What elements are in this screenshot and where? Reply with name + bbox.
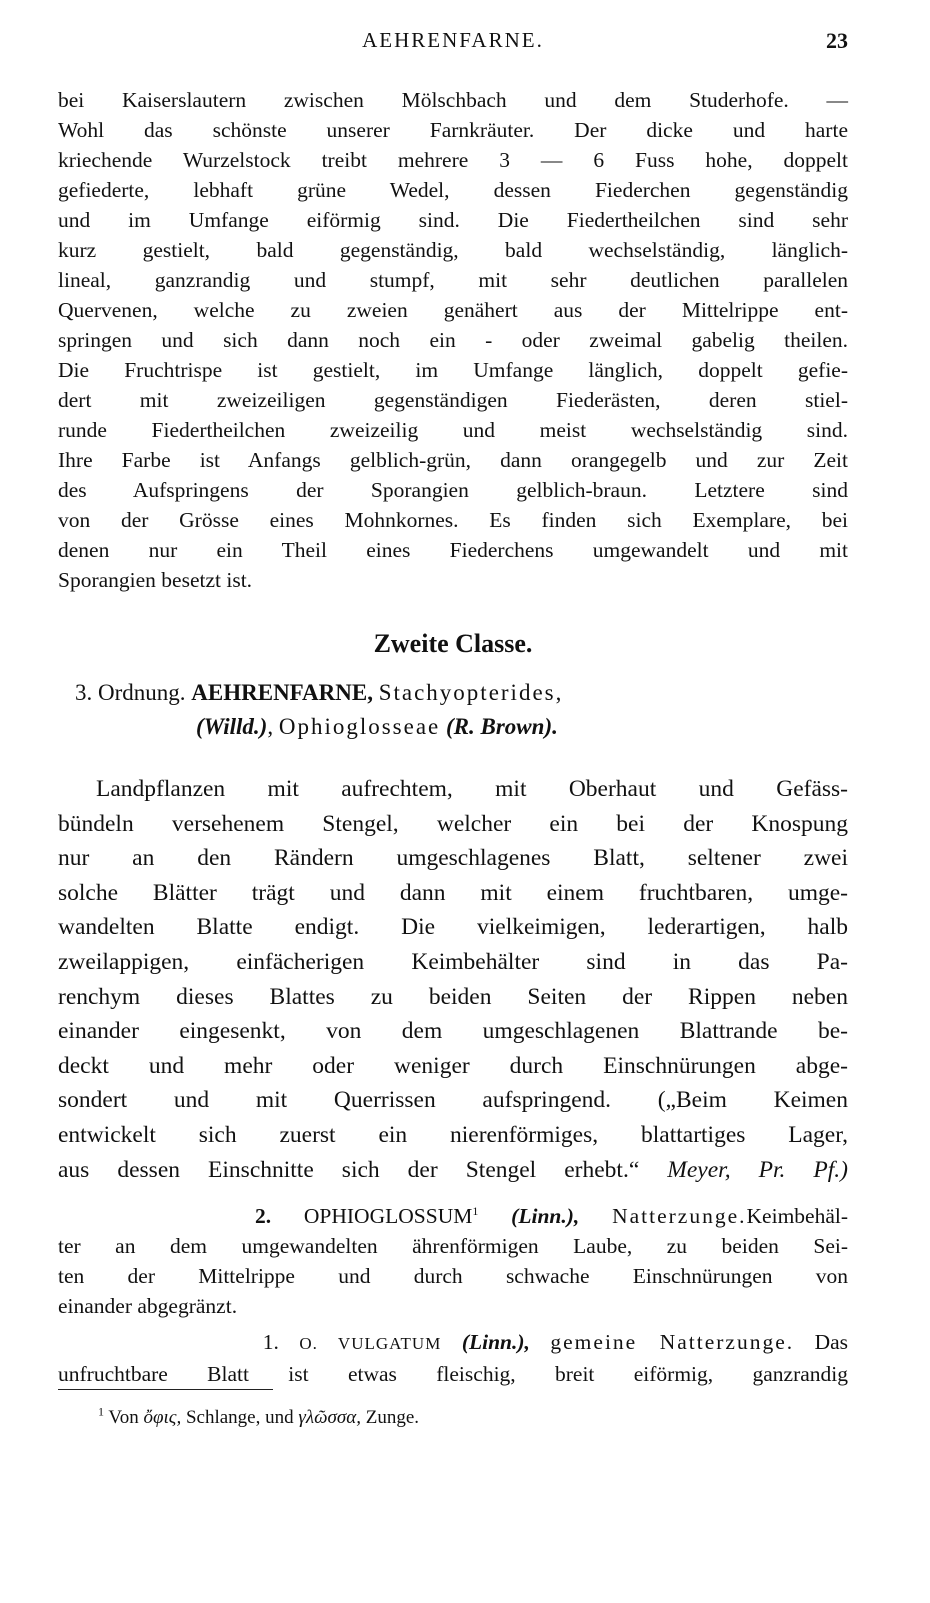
text-line: ten der Mittelrippe und durch schwache Einschnürungen von (58, 1264, 848, 1289)
text-line: Die Fruchtrispe ist gestielt, im Umfange länglich, doppelt gefie- (58, 358, 848, 382)
genus-authority: (Linn.), (511, 1204, 580, 1229)
text-line: zweilappigen, einfächerigen Keimbehälter sind in das Pa- (58, 948, 848, 975)
text-line: unfruchtbare Blatt ist etwas fleischig, breit eiförmig, ganzrandig (58, 1362, 848, 1387)
text-line: Landpflanzen mit aufrechtem, mit Oberhaut und Gefäss- (96, 776, 848, 802)
genus-entry (58, 1201, 848, 1321)
text-line: kurz gestielt, bald gegenständig, bald wechselständig, länglich- (58, 238, 848, 262)
text-line: renchym dieses Blattes zu beiden Seiten der Rippen neben (58, 983, 848, 1010)
text-line: und im Umfange eiförmig sind. Die Fiedertheilchen sind sehr (58, 208, 848, 232)
footnote-rule (58, 1389, 273, 1390)
text-line: des Aufspringens der Sporangien gelblich-braun. Letztere sind (58, 478, 848, 502)
text-line: Quervenen, welche zu zweien genähert aus der Mittelrippe ent- (58, 298, 848, 322)
text-line: deckt und mehr oder weniger durch Einschnürungen abge- (58, 1052, 848, 1079)
text-line-with-citation (58, 1153, 848, 1188)
species-name: O. VULGATUM (299, 1334, 442, 1354)
footnote (98, 1405, 419, 1431)
text-line: bündeln versehenem Stengel, welcher ein bei der Knospung (58, 810, 848, 837)
text-line: bei Kaiserslautern zwischen Mölschbach und dem Studerhofe. — (58, 88, 848, 112)
genus-number: 2. (254, 1204, 272, 1229)
text-line: solche Blätter trägt und dann mit einem fruchtbaren, umge- (58, 879, 848, 906)
text-line: ter an dem umgewandelten ährenförmigen Laube, zu beiden Sei- (58, 1234, 848, 1259)
text-line: einander abgegränzt. (58, 1294, 238, 1319)
species-description-start: Das (814, 1330, 849, 1355)
footnote-reference: 1 (472, 1203, 479, 1218)
running-title: AEHRENFARNE. (362, 28, 544, 52)
text-line: lineal, ganzrandig und stumpf, mit sehr deutlichen parallelen (58, 268, 848, 292)
text-line: dert mit zweizeiligen gegenständigen Fiederästen, deren stiel- (58, 388, 848, 412)
order-name: AEHRENFARNE, (191, 680, 373, 705)
text-line: wandelten Blatte endigt. Die vielkeimigen, lederartigen, halb (58, 914, 848, 941)
text-line: denen nur ein Theil eines Fiederchens umgewandelt und mit (58, 538, 848, 562)
text-line: von der Grösse eines Mohnkornes. Es finden sich Exemplare, bei (58, 508, 848, 532)
footnote-text: Zunge. (365, 1407, 420, 1428)
text-line: nur an den Rändern umgeschlagenes Blatt, seltener zwei (58, 845, 848, 872)
text-line: Sporangien besetzt ist. (58, 568, 253, 592)
order-heading-line-1 (58, 676, 848, 710)
order-separator: , (267, 714, 274, 739)
preceding-paragraph (58, 85, 848, 595)
order-authority: (Willd.) (196, 714, 268, 739)
footnote-greek: γλῶσσα, (298, 1407, 361, 1428)
footnote-text: Schlange, und (185, 1407, 294, 1428)
order-heading-line-2 (58, 710, 848, 744)
citation-lead-in: aus dessen Einschnitte sich der Stengel erhebt.“ (58, 1156, 640, 1183)
page-number: 23 (826, 28, 848, 53)
text-line: gefiederte, lebhaft grüne Wedel, dessen Fiederchen gegenständig (58, 178, 848, 202)
footnote-text: Von (108, 1407, 139, 1428)
order-latin-name: Stachyopterides, (378, 680, 564, 705)
genus-name: OPHIOGLOSSUM (303, 1204, 473, 1229)
text-line: springen und sich dann noch ein - oder zweimal gabelig theilen. (58, 328, 848, 352)
genus-description-start: Keimbehäl- (746, 1204, 849, 1229)
species-common-name: gemeine Natterzunge. (550, 1330, 795, 1355)
text-line: Ihre Farbe ist Anfangs gelblich-grün, dann orangegelb und zur Zeit (58, 448, 848, 472)
footnote-greek: ὄφις, (143, 1407, 182, 1428)
order-number: 3. Ordnung. (75, 680, 186, 705)
footnote-marker: 1 (98, 1404, 104, 1419)
text-line: kriechende Wurzelstock treibt mehrere 3 — 6 Fuss hohe, doppelt (58, 148, 848, 172)
page-body (58, 28, 848, 1389)
species-heading-line (58, 1327, 848, 1359)
text-line: runde Fiedertheilchen zweizeilig und meist wechselständig sind. (58, 418, 848, 442)
text-line: einander eingesenkt, von dem umgeschlagenen Blattrande be- (58, 1018, 848, 1045)
species-entry (58, 1327, 848, 1389)
genus-common-name: Natterzunge. (612, 1204, 747, 1229)
synonym-authority: (R. Brown). (446, 714, 558, 739)
order-synonym: Ophioglosseae (278, 714, 441, 739)
text-line: sondert und mit Querrissen aufspringend. („Beim Keimen (58, 1087, 848, 1114)
running-header (58, 28, 848, 62)
species-number: 1. (262, 1330, 279, 1355)
class-heading: Zweite Classe. (373, 629, 533, 658)
text-line: Wohl das schönste unserer Farnkräuter. Der dicke und harte (58, 118, 848, 142)
order-heading (58, 676, 848, 744)
order-description (58, 772, 848, 1187)
genus-heading-line (58, 1201, 848, 1231)
text-line: entwickelt sich zuerst ein nierenförmiges, blattartiges Lager, (58, 1121, 848, 1148)
citation: Meyer, Pr. Pf.) (667, 1156, 848, 1183)
species-authority: (Linn.), (461, 1330, 530, 1355)
